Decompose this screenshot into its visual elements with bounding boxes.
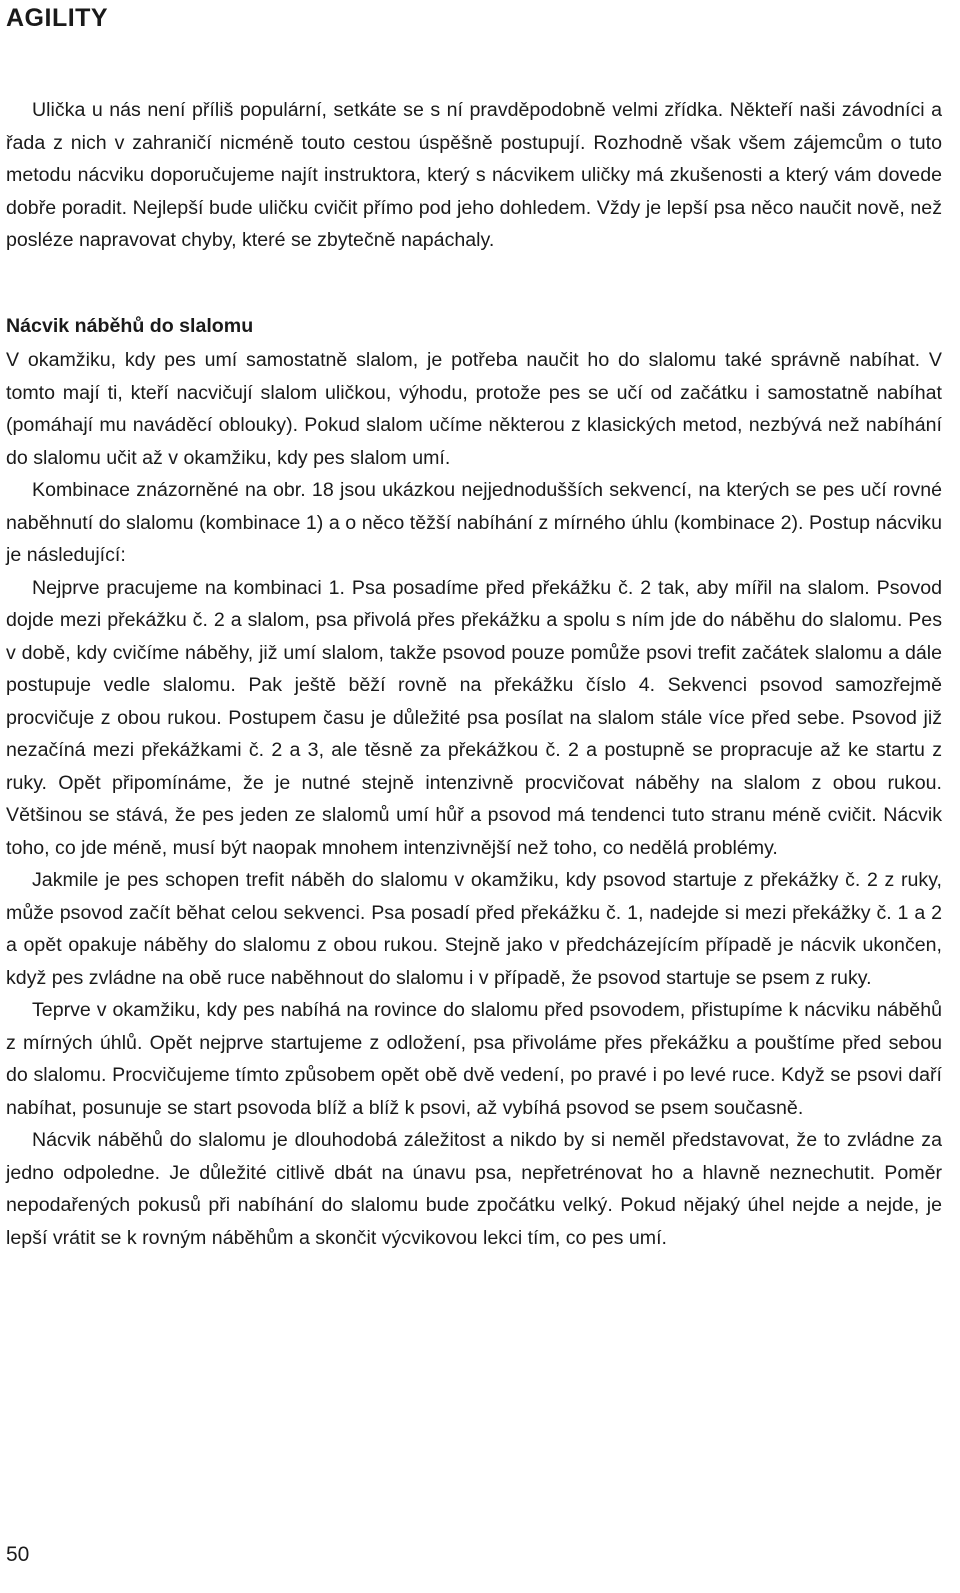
paragraph: Nácvik náběhů do slalomu je dlouhodobá záležitost a nikdo by si neměl představovat, že to zvládne za jedno odpoledne. Je důležité citlivě dbát na únavu psa, nepřetrénovat ho a hlavně neznechutit. Poměr nepodařených pokusů při nabíhání do slalomu bude zpočátku velký. Pokud nějaký úhel nejde a nejde, je lepší vrátit se k rovným náběhům a skončit výcvikovou lekci tím, co pes umí. (6, 1129, 942, 1249)
section-heading: Nácvik náběhů do slalomu (6, 314, 254, 337)
paragraph: Nejprve pracujeme na kombinaci 1. Psa posadíme před překážku č. 2 tak, aby mířil na slalom. Psovod dojde mezi překážku č. 2 a slalom, psa přivolá přes překážku a spolu s ním jde do náběhu do slalomu. Pes v době, kdy cvičíme náběhy, již umí slalom, takže psovod pouze pomůže psovi trefit začátek slalomu a dále postupuje vedle slalomu. Pak ještě běží rovně na překážku číslo 4. Sekvenci psovod samozřejmě procvičuje z obou rukou. Postupem času je důležité psa posílat na slalom stále více před sebe. Psovod již nezačíná mezi překážkami č. 2 a 3, ale těsně za překážkou č. 2 a postupně se propracuje až ke startu z ruky. Opět připomínáme, že je nutné stejně intenzivně procvičovat náběhy na slalom z obou rukou. Většinou se stává, že pes jeden ze slalomů umí hůř a psovod má tendenci tuto stranu méně cvičit. Nácvik toho, co jde méně, musí být naopak mnohem intenzivnější než toho, co nedělá problémy. (6, 576, 942, 859)
paragraph-intro: Ulička u nás není příliš populární, setkáte se s ní pravděpodobně velmi zřídka. Někteří naši závodníci a řada z nich v zahraničí nicméně touto cestou úspěšně postupují. Rozhodně však všem zájemcům o tuto metodu nácviku doporučujeme najít instruktora, který s nácvikem uličky má zkušenosti a který vám dovede dobře poradit. Nejlepší bude uličku cvičit přímo pod jeho dohledem. Vždy je lepší psa něco naučit nově, než posléze napravovat chyby, které se zbytečně napáchaly. (6, 99, 942, 251)
paragraph: Jakmile je pes schopen trefit náběh do slalomu v okamžiku, kdy psovod startuje z překážky č. 2 z ruky, může psovod začít běhat celou sekvenci. Psa posadí před překážku č. 1, nadejde si mezi překážky č. 1 a 2 a opět opakuje náběhy do slalomu z obou rukou. Stejně jako v předcházejícím případě je nácvik ukončen, když pes zvládne na obě ruce naběhnout do slalomu i v případě, že psovod startuje se psem z ruky. (6, 869, 942, 989)
main-text (6, 94, 942, 1254)
paragraph: Kombinace znázorněné na obr. 18 jsou ukázkou nejjednodušších sekvencí, na kterých se pes učí rovné naběhnutí do slalomu (kombinace 1) a o něco těžší nabíhání z mírného úhlu (kombinace 2). Postup nácviku je následující: (6, 479, 942, 566)
paragraph: V okamžiku, kdy pes umí samostatně slalom, je potřeba naučit ho do slalomu také správně nabíhat. V tomto mají ti, kteří nacvičují slalom uličkou, výhodu, protože pes se učí od začátku i samostatně nabíhat (pomáhají mu naváděcí oblouky). Pokud slalom učíme některou z klasických metod, nezbývá než nabíhání do slalomu učit až v okamžiku, kdy pes slalom umí. (6, 349, 942, 469)
page-number: 50 (6, 1543, 30, 1566)
running-title: AGILITY (6, 4, 109, 32)
paragraph: Teprve v okamžiku, kdy pes nabíhá na rovince do slalomu před psovodem, přistupíme k nácviku náběhů z mírných úhlů. Opět nejprve startujeme z odložení, psa přivoláme přes překážku a pouštíme před sebou do slalomu. Procvičujeme tímto způsobem opět obě dvě vedení, po pravé i po levé ruce. Když se psovi daří nabíhat, posunuje se start psovoda blíž a blíž k psovi, až vybíhá psovod se psem současně. (6, 999, 942, 1119)
